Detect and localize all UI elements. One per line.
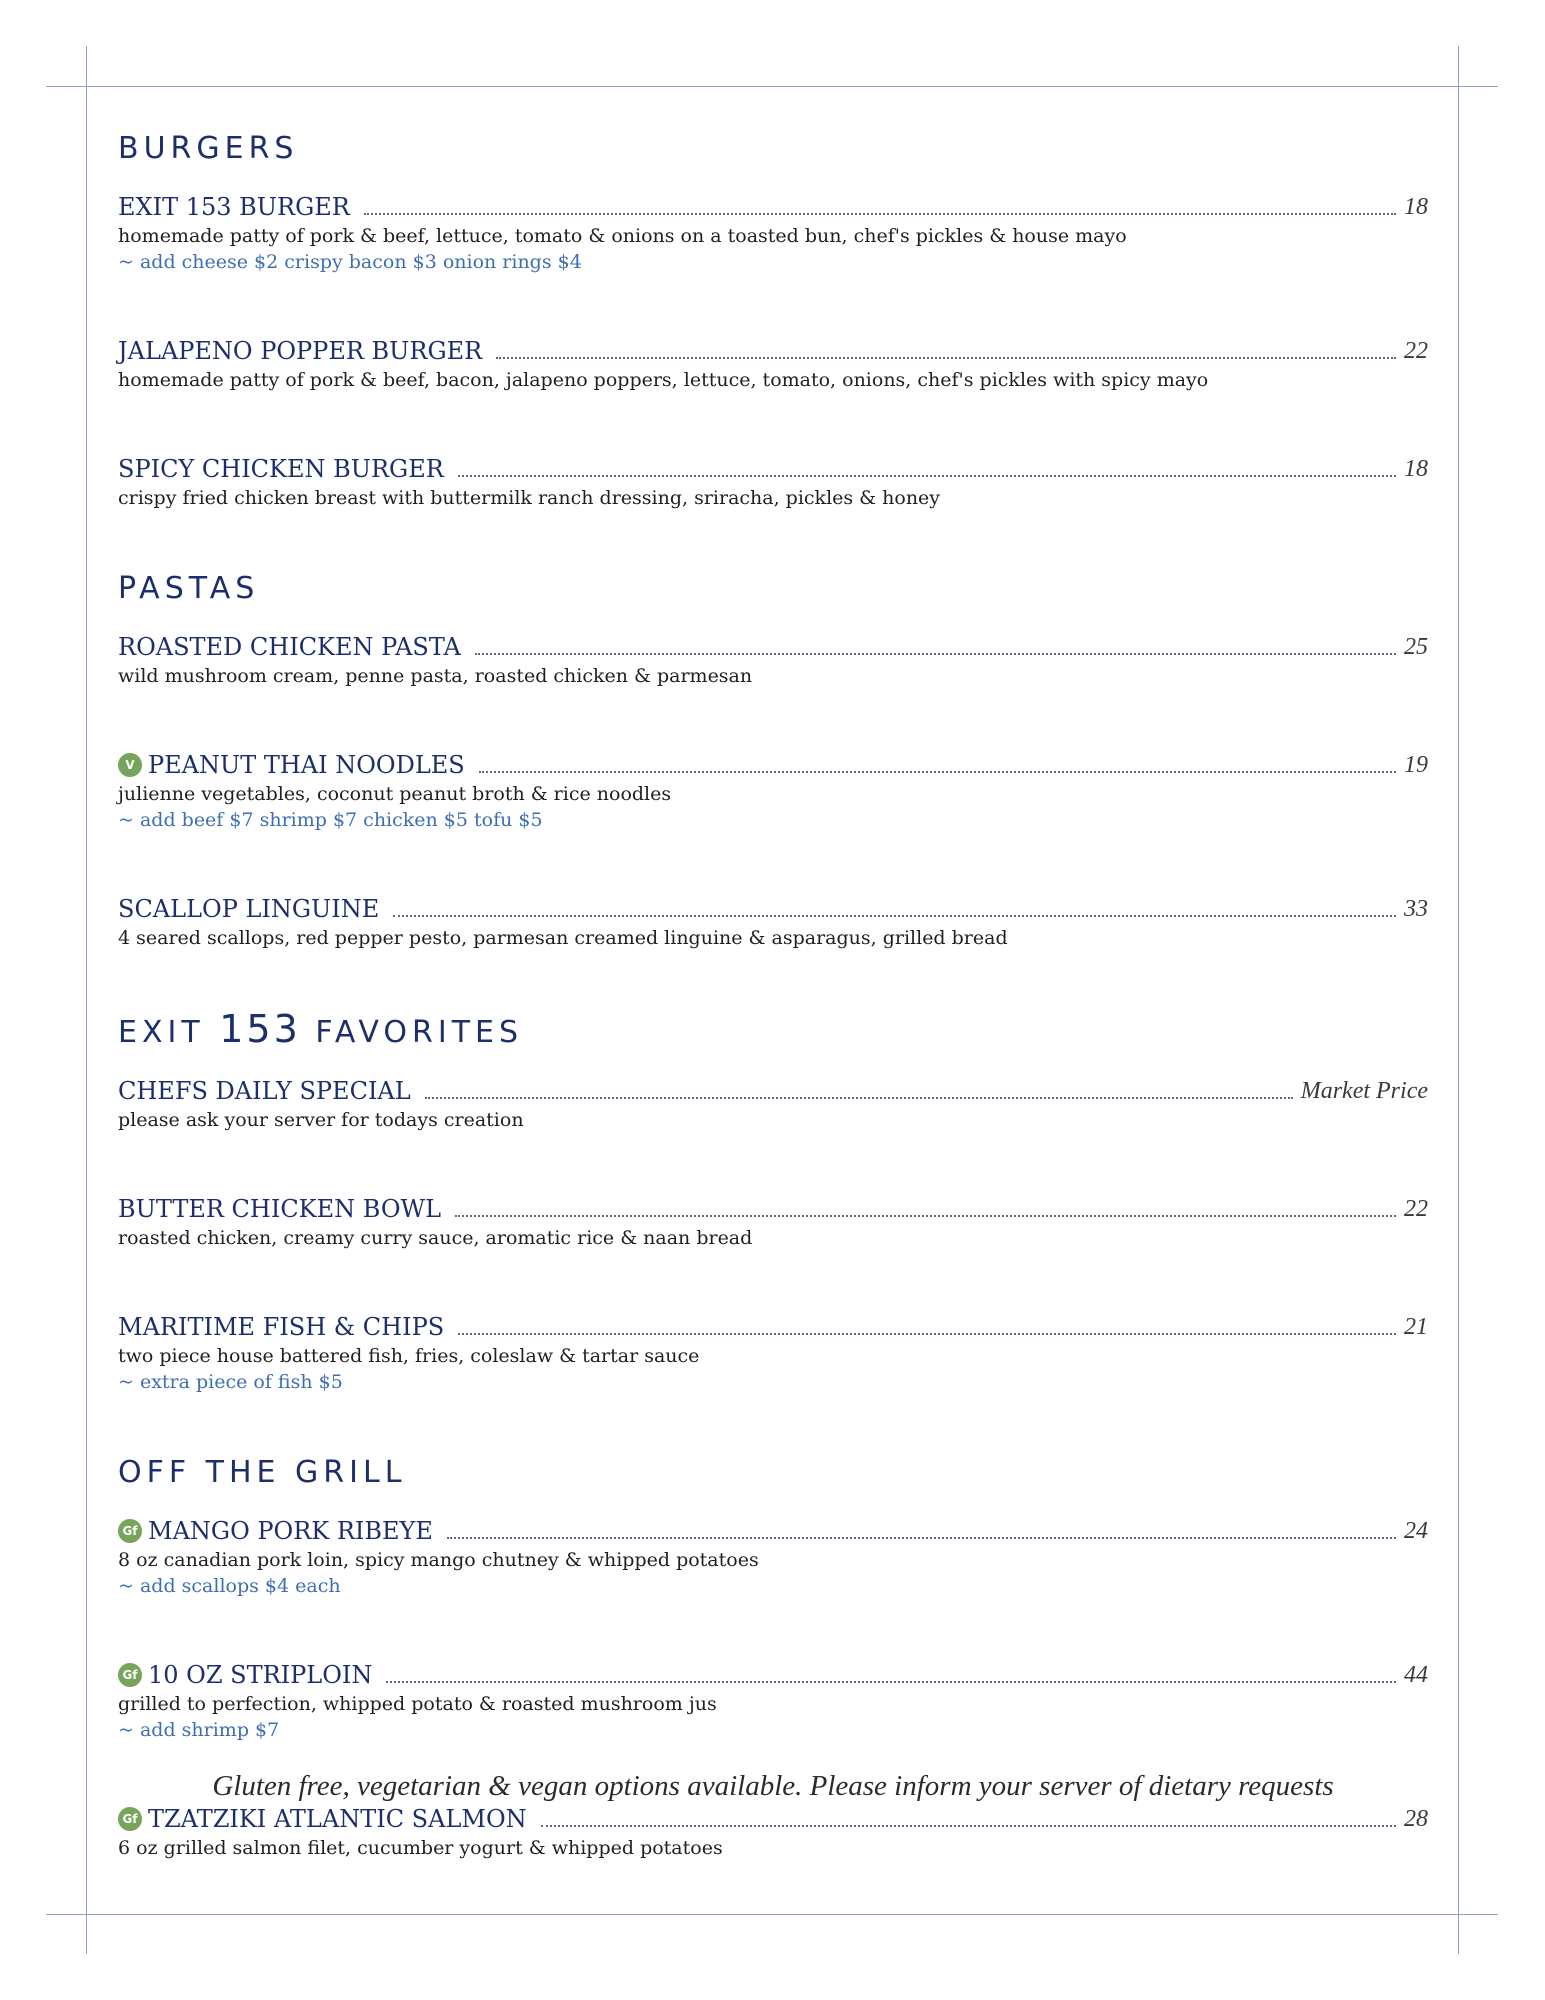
section-title-number: 153 — [219, 1007, 301, 1051]
gluten-free-badge-icon: Gf — [118, 1519, 142, 1543]
menu-item-name-wrap — [118, 337, 482, 365]
menu-item — [118, 1799, 1428, 1861]
menu-item-name: SCALLOP LINGUINE — [118, 895, 380, 923]
gluten-free-badge-icon: Gf — [118, 1663, 142, 1687]
menu-item — [118, 1511, 1428, 1599]
dietary-note: Gluten free, vegetarian & vegan options available. Please inform your server of dietary requests — [212, 1770, 1334, 1802]
menu-item-header — [118, 187, 1428, 221]
dot-leader — [364, 213, 1396, 215]
menu-item-price: 22 — [1404, 338, 1428, 364]
menu-item-description: grilled to perfection, whipped potato & roasted mushroom jus — [118, 1693, 717, 1715]
menu-item — [118, 1307, 1428, 1395]
vegan-badge-icon: V — [118, 753, 142, 777]
menu-item-name: SPICY CHICKEN BURGER — [118, 455, 444, 483]
menu-item-name: 10 OZ STRIPLOIN — [148, 1661, 373, 1689]
menu-item-description: homemade patty of pork & beef, bacon, jalapeno poppers, lettuce, tomato, onions, chef's pickles with spicy mayo — [118, 369, 1209, 391]
menu-item-header — [118, 1655, 1428, 1689]
menu-item-name-wrap — [118, 193, 350, 221]
menu-item-name: CHEFS DAILY SPECIAL — [118, 1077, 411, 1105]
menu-section — [118, 125, 1428, 511]
menu-item-price: Market Price — [1300, 1078, 1428, 1104]
left-rule — [86, 46, 87, 1954]
menu-item-price: 44 — [1404, 1662, 1428, 1688]
dot-leader — [455, 1215, 1396, 1217]
menu-item — [118, 449, 1428, 511]
menu-item-price: 25 — [1404, 634, 1428, 660]
menu-item — [118, 1189, 1428, 1251]
menu-section — [118, 565, 1428, 951]
menu-item — [118, 187, 1428, 275]
menu-item-name-wrap — [118, 895, 379, 923]
menu-item-name-wrap — [118, 1313, 444, 1341]
menu-item-header — [118, 1307, 1428, 1341]
gluten-free-badge-icon: Gf — [118, 1807, 142, 1831]
menu-item-name-wrap — [118, 1517, 433, 1545]
menu-item-price: 28 — [1404, 1806, 1428, 1832]
menu-item-header — [118, 627, 1428, 661]
menu-item-description: crispy fried chicken breast with buttermilk ranch dressing, sriracha, pickles & honey — [118, 487, 941, 509]
menu-item-addons: ~ extra piece of fish $5 — [118, 1371, 343, 1393]
menu-item-header — [118, 331, 1428, 365]
menu-item-name-wrap — [118, 633, 461, 661]
section-title-main: EXIT — [118, 1015, 205, 1050]
menu-item-header — [118, 1189, 1428, 1223]
menu-content — [118, 125, 1428, 1861]
menu-item-description: please ask your server for todays creation — [118, 1109, 524, 1131]
section-title — [118, 125, 1428, 173]
dot-leader — [447, 1537, 1396, 1539]
menu-item-price: 33 — [1404, 896, 1428, 922]
section-title-main: BURGERS — [118, 131, 299, 166]
menu-item-price: 22 — [1404, 1196, 1428, 1222]
menu-item-name-wrap — [118, 751, 465, 779]
menu-item-price: 18 — [1404, 194, 1428, 220]
menu-item-addons: ~ add shrimp $7 — [118, 1719, 280, 1741]
menu-item-name: MANGO PORK RIBEYE — [148, 1517, 433, 1545]
menu-item-name-wrap — [118, 1661, 372, 1689]
menu-item-name-wrap — [118, 1195, 441, 1223]
dot-leader — [393, 915, 1396, 917]
menu-item-addons: ~ add scallops $4 each — [118, 1575, 341, 1597]
section-title-rest: FAVORITES — [315, 1015, 524, 1050]
menu-item-description: two piece house battered fish, fries, coleslaw & tartar sauce — [118, 1345, 700, 1367]
menu-item-name: ROASTED CHICKEN PASTA — [118, 633, 461, 661]
dot-leader — [479, 771, 1396, 773]
menu-item-name: JALAPENO POPPER BURGER — [118, 337, 483, 365]
bottom-rule — [46, 1914, 1498, 1915]
menu-item-description: 6 oz grilled salmon filet, cucumber yogurt & whipped potatoes — [118, 1837, 723, 1859]
menu-item-price: 19 — [1404, 752, 1428, 778]
menu-item-price: 18 — [1404, 456, 1428, 482]
dot-leader — [458, 475, 1396, 477]
menu-item — [118, 1655, 1428, 1743]
menu-item-addons: ~ add beef $7 shrimp $7 chicken $5 tofu $5 — [118, 809, 543, 831]
menu-item-price: 21 — [1404, 1314, 1428, 1340]
menu-item-name: BUTTER CHICKEN BOWL — [118, 1195, 442, 1223]
menu-item-description: homemade patty of pork & beef, lettuce, tomato & onions on a toasted bun, chef's pickles & house mayo — [118, 225, 1127, 247]
dot-leader — [425, 1097, 1293, 1099]
menu-item-description: wild mushroom cream, penne pasta, roasted chicken & parmesan — [118, 665, 753, 687]
menu-item-header — [118, 449, 1428, 483]
menu-item-header — [118, 1071, 1428, 1105]
menu-item-description: julienne vegetables, coconut peanut broth & rice noodles — [118, 783, 672, 805]
menu-item-description: 8 oz canadian pork loin, spicy mango chutney & whipped potatoes — [118, 1549, 759, 1571]
section-title — [118, 1449, 1428, 1497]
dot-leader — [458, 1333, 1396, 1335]
menu-item — [118, 1071, 1428, 1133]
menu-item-name: PEANUT THAI NOODLES — [148, 751, 465, 779]
right-rule — [1458, 46, 1459, 1954]
menu-item-name-wrap — [118, 1077, 411, 1105]
section-title — [118, 565, 1428, 613]
menu-section — [118, 1005, 1428, 1395]
top-rule — [46, 86, 1498, 87]
menu-item-header — [118, 889, 1428, 923]
menu-item-name-wrap — [118, 455, 444, 483]
section-title — [118, 1005, 1428, 1057]
menu-item-addons: ~ add cheese $2 crispy bacon $3 onion rings $4 — [118, 251, 582, 273]
menu-item-header — [118, 1799, 1428, 1833]
dot-leader — [541, 1825, 1396, 1827]
menu-item-header — [118, 1511, 1428, 1545]
menu-item — [118, 745, 1428, 833]
menu-item-description: roasted chicken, creamy curry sauce, aromatic rice & naan bread — [118, 1227, 753, 1249]
menu-item-name: EXIT 153 BURGER — [118, 193, 350, 221]
menu-item-name: MARITIME FISH & CHIPS — [118, 1313, 445, 1341]
menu-item — [118, 331, 1428, 393]
section-title-main: OFF THE GRILL — [118, 1455, 407, 1490]
menu-item-description: 4 seared scallops, red pepper pesto, parmesan creamed linguine & asparagus, grilled bread — [118, 927, 1008, 949]
dot-leader — [475, 653, 1396, 655]
menu-item-name: TZATZIKI ATLANTIC SALMON — [148, 1805, 527, 1833]
menu-item-header — [118, 745, 1428, 779]
dot-leader — [386, 1681, 1396, 1683]
section-title-main: PASTAS — [118, 571, 260, 606]
menu-item — [118, 889, 1428, 951]
menu-item — [118, 627, 1428, 689]
dot-leader — [496, 357, 1396, 359]
menu-item-price: 24 — [1404, 1518, 1428, 1544]
menu-item-name-wrap — [118, 1805, 527, 1833]
